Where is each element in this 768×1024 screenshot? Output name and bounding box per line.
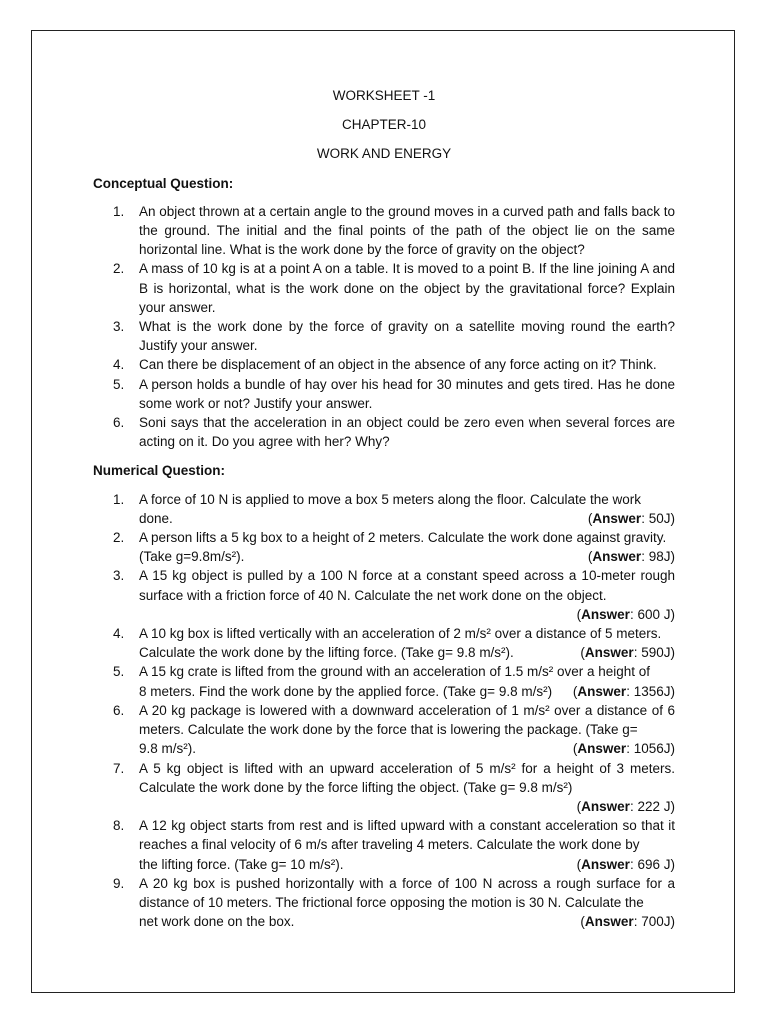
conceptual-item: 4. Can there be displacement of an object in the absence of any force acting on it? Think. <box>113 357 657 373</box>
answer-label: (Answer: 696 J) <box>576 856 675 872</box>
answer-value: 222 J <box>637 798 671 814</box>
conceptual-item: 6. Soni says that the acceleration in an object could be zero even when several forces are acting on it. Do you agree with her? Why? <box>113 415 675 450</box>
numerical-item-tail: 9.8 m/s²). <box>139 741 197 757</box>
numerical-item-tail: 8 meters. Find the work done by the applied force. (Take g= 9.8 m/s²) <box>139 683 553 699</box>
numerical-list <box>93 490 675 932</box>
numerical-heading: Numerical Question: <box>93 463 226 479</box>
numerical-item: 8. A 12 kg object starts from rest and is lifted upward with a constant acceleration so that it reaches a final velocity of 6 m/s after traveling 4 meters. Calculate the work done by the lifting force. (Take g= 10 m/s²). (Answer: 696 J) <box>93 816 675 874</box>
numerical-item-tail: the lifting force. (Take g= 10 m/s²). <box>139 856 344 872</box>
answer-value: 1356J <box>633 683 671 699</box>
conceptual-item: 3. What is the work done by the force of gravity on a satellite moving round the earth? Justify your answer. <box>113 319 675 354</box>
numerical-item: 5. A 15 kg crate is lifted from the ground with an acceleration of 1.5 m/s² over a height of 8 meters. Find the work done by the applied force. (Take g= 9.8 m/s²) (Answer: 1356J) <box>93 662 675 700</box>
numerical-item-text: A 12 kg object starts from rest and is lifted upward with a constant acceleration so that it reaches a final velocity of 6 m/s after traveling 4 meters. Calculate the work done by <box>139 818 675 853</box>
answer-label: (Answer: 700J) <box>580 914 675 930</box>
answer-label: (Answer: 1356J) <box>572 683 675 699</box>
answer-value: 98J <box>648 549 671 565</box>
answer-label: (Answer: 590J) <box>580 645 675 661</box>
conceptual-item-text: An object thrown at a certain angle to the ground moves in a curved path and falls back to the ground. The initial and the final points of the path of the object lie on the same horizontal line. What is the work done by the force of gravity on the object? <box>139 203 675 258</box>
numerical-item-tail: Calculate the work done by the lifting force. (Take g= 9.8 m/s²). <box>139 645 514 661</box>
answer-value: 600 J <box>637 606 671 622</box>
answer-label: (Answer: 98J) <box>587 549 675 565</box>
numerical-item-text: A 10 kg box is lifted vertically with an acceleration of 2 m/s² over a distance of 5 meters. <box>139 626 662 642</box>
numerical-item-text: A 5 kg object is lifted with an upward acceleration of 5 m/s² for a height of 3 meters. Calculate the work done by the force lifting the object. (Take g= 9.8 m/s²) <box>139 760 675 795</box>
numerical-item-tail: done. <box>139 510 173 526</box>
numerical-item-text: A 20 kg box is pushed horizontally with a force of 100 N across a rough surface for a distance of 10 meters. The frictional force opposing the motion is 30 N. Calculate the <box>139 875 675 910</box>
conceptual-item: 2. A mass of 10 kg is at a point A on a table. It is moved to a point B. If the line joining A and B is horizontal, what is the work done on the object by the gravitational force? Explain your answer. <box>113 261 675 315</box>
numerical-item-text: A 15 kg object is pulled by a 100 N force at a constant speed across a 10-meter rough surface with a friction force of 40 N. Calculate the net work done on the object. <box>139 568 675 603</box>
numerical-item-text: A force of 10 N is applied to move a box 5 meters along the floor. Calculate the work <box>139 491 642 507</box>
answer-value: 700J <box>641 914 671 930</box>
numerical-item: 7. A 5 kg object is lifted with an upward acceleration of 5 m/s² for a height of 3 meters. Calculate the work done by the force lifting the object. (Take g= 9.8 m/s²) (Answer: 222 J) <box>113 760 675 814</box>
conceptual-list <box>93 202 675 452</box>
numerical-item: 1. A force of 10 N is applied to move a box 5 meters along the floor. Calculate the work done. (Answer: 50J) <box>93 490 675 528</box>
answer-label: (Answer: 600 J) <box>576 606 675 622</box>
conceptual-item: 1. An object thrown at a certain angle to the ground moves in a curved path and falls back to the ground. The initial and the final points of the path of the object lie on the same horizontal line. What is the work done by the force of gravity on the object? <box>113 203 675 258</box>
conceptual-item-text: Soni says that the acceleration in an object could be zero even when several forces are acting on it. Do you agree with her? Why? <box>139 415 675 450</box>
chapter-title: CHAPTER-10 <box>341 117 427 133</box>
numerical-item-text: A person lifts a 5 kg box to a height of 2 meters. Calculate the work done against gravity. <box>139 530 667 546</box>
numerical-item: 4. A 10 kg box is lifted vertically with an acceleration of 2 m/s² over a distance of 5 meters. Calculate the work done by the lifting force. (Take g= 9.8 m/s²). (Answer: 590J) <box>93 624 675 662</box>
conceptual-item-text: Can there be displacement of an object in the absence of any force acting on it? Think. <box>139 357 657 373</box>
answer-value: 696 J <box>637 856 671 872</box>
numerical-item-text: A 20 kg package is lowered with a downward acceleration of 1 m/s² over a distance of 6 meters. Calculate the work done by the force that is lowering the package. (Take g= <box>139 702 675 738</box>
topic-title: WORK AND ENERGY <box>316 146 452 162</box>
numerical-item-tail: net work done on the box. <box>139 914 295 930</box>
answer-value: 50J <box>648 510 671 526</box>
conceptual-heading: Conceptual Question: <box>93 175 234 191</box>
answer-label: (Answer: 50J) <box>587 510 675 526</box>
conceptual-item: 5. A person holds a bundle of hay over his head for 30 minutes and gets tired. Has he done some work or not? Justify your answer. <box>113 376 675 411</box>
conceptual-item-text: What is the work done by the force of gravity on a satellite moving round the earth? Justify your answer. <box>139 319 675 354</box>
answer-label: (Answer: 1056J) <box>572 741 675 757</box>
numerical-item: 6. A 20 kg package is lowered with a downward acceleration of 1 m/s² over a distance of 6 meters. Calculate the work done by the force that is lowering the package. (Take g= 9.8 m/s²). (Answer: 1056J) <box>93 701 675 759</box>
worksheet-title: WORKSHEET -1 <box>332 88 436 103</box>
answer-value: 590J <box>641 645 671 661</box>
worksheet-content <box>93 86 675 931</box>
numerical-item: 9. A 20 kg box is pushed horizontally with a force of 100 N across a rough surface for a distance of 10 meters. The frictional force opposing the motion is 30 N. Calculate the net work done on the box. (Answer: 700J) <box>93 874 675 932</box>
answer-value: 1056J <box>633 741 671 757</box>
conceptual-item-text: A mass of 10 kg is at a point A on a table. It is moved to a point B. If the line joining A and B is horizontal, what is the work done on the object by the gravitational force? Explain your answer. <box>139 261 675 315</box>
numerical-item: 2. A person lifts a 5 kg box to a height of 2 meters. Calculate the work done against gravity. (Take g=9.8m/s²). (Answer: 98J) <box>93 528 675 566</box>
numerical-item-text: A 15 kg crate is lifted from the ground with an acceleration of 1.5 m/s² over a height of <box>139 664 651 680</box>
answer-label: (Answer: 222 J) <box>576 798 675 814</box>
numerical-item: 3. A 15 kg object is pulled by a 100 N force at a constant speed across a 10-meter rough surface with a friction force of 40 N. Calculate the net work done on the object. (Answer: 600 J) <box>113 568 675 622</box>
numerical-item-tail: (Take g=9.8m/s²). <box>139 549 245 565</box>
conceptual-item-text: A person holds a bundle of hay over his head for 30 minutes and gets tired. Has he done some work or not? Justify your answer. <box>139 376 675 411</box>
